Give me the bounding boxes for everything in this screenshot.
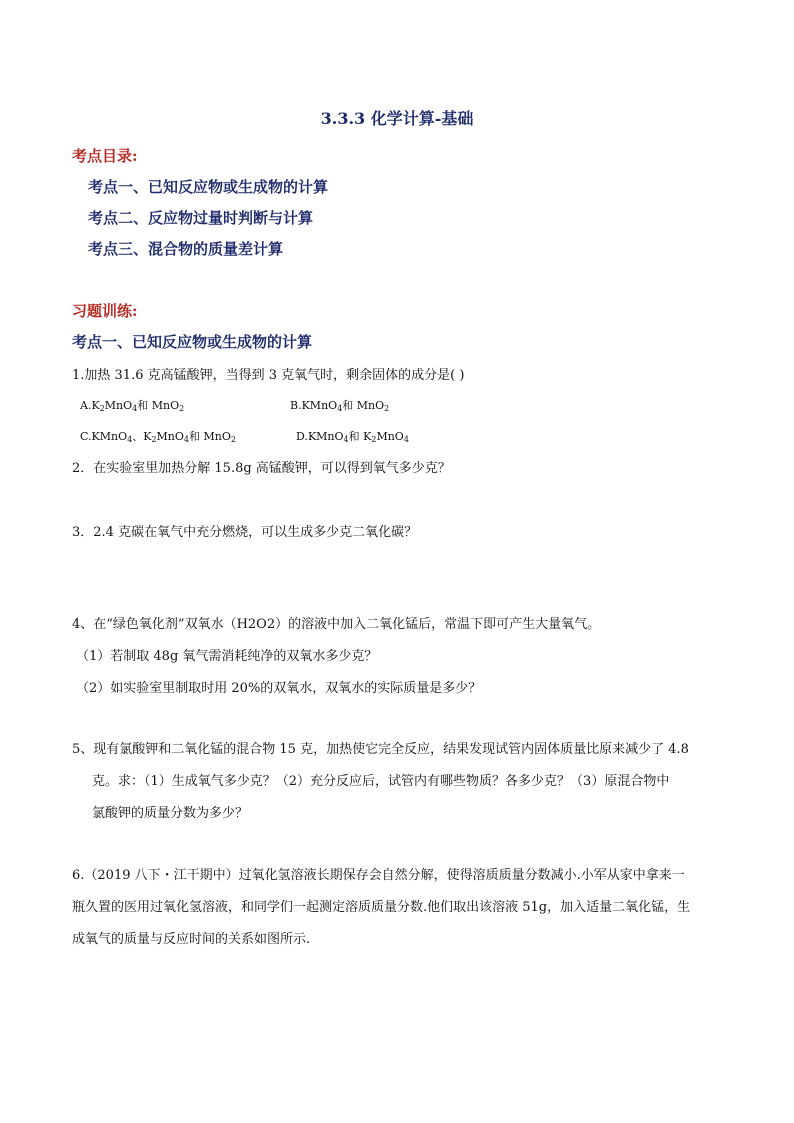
- toc-item-1: 考点一、已知反应物或生成物的计算: [88, 178, 329, 196]
- question-4-part-2: （2）如实验室里制取时用 20%的双氧水，双氧水的实际质量是多少？: [76, 681, 482, 696]
- question-5-line-3: 氯酸钾的质量分数为多少？: [92, 806, 249, 821]
- question-6-line-3: 成氧气的质量与反应时间的关系如图所示.: [72, 932, 311, 947]
- q1-option-b: B.KMnO$_4$和 MnO$_2$: [290, 399, 390, 413]
- question-2: 2．在实验室里加热分解 15.8g 高锰酸钾，可以得到氧气多少克？: [72, 461, 451, 476]
- q1-option-c: C.KMnO$_4$、$K_2MnO_4$和 MnO$_2$: [80, 430, 236, 444]
- question-5-line-1: 5、现有氯酸钾和二氧化锰的混合物 15 克，加热使它完全反应，结果发现试管内固体质量比原来减少了 4.8: [72, 742, 689, 757]
- section-heading-1: 考点一、已知反应物或生成物的计算: [72, 333, 313, 351]
- question-5-line-2: 克。求：（1）生成氧气多少克？（2）充分反应后，试管内有哪些物质？各多少克？（3）原混合物中: [92, 774, 670, 789]
- question-4-part-1: （1）若制取 48g 氧气需消耗纯净的双氧水多少克？: [76, 649, 378, 664]
- toc-item-2: 考点二、反应物过量时判断与计算: [88, 209, 314, 227]
- question-4: 4、在“绿色氧化剂”双氧水（H2O2）的溶液中加入二氧化锰后，常温下即可产生大量氧气。: [72, 617, 601, 632]
- question-3: 3．2.4 克碳在氧气中充分燃烧，可以生成多少克二氧化碳？: [72, 525, 418, 540]
- toc-item-3: 考点三、混合物的质量差计算: [88, 240, 284, 258]
- practice-heading: 习题训练:: [72, 302, 138, 320]
- question-6-line-2: 瓶久置的医用过氧化氢溶液，和同学们一起测定溶质质量分数.他们取出该溶液 51g，加入适量二氧化锰，生: [72, 900, 691, 915]
- q1-option-d: D.KMnO$_4$和 $K_2MnO_4$: [296, 430, 409, 444]
- q1-option-a: $A.K_2MnO_4$和 MnO$_2$: [80, 399, 185, 413]
- page-title: 3.3.3 化学计算-基础: [320, 109, 474, 128]
- question-1: 1.加热 31.6 克高锰酸钾，当得到 3 克氧气时，剩余固体的成分是( ): [72, 368, 465, 383]
- question-6-line-1: 6.（2019 八下・江干期中）过氧化氢溶液长期保存会自然分解，使得溶质质量分数减小.小军从家中拿来一: [72, 868, 685, 883]
- toc-heading: 考点目录:: [72, 147, 138, 165]
